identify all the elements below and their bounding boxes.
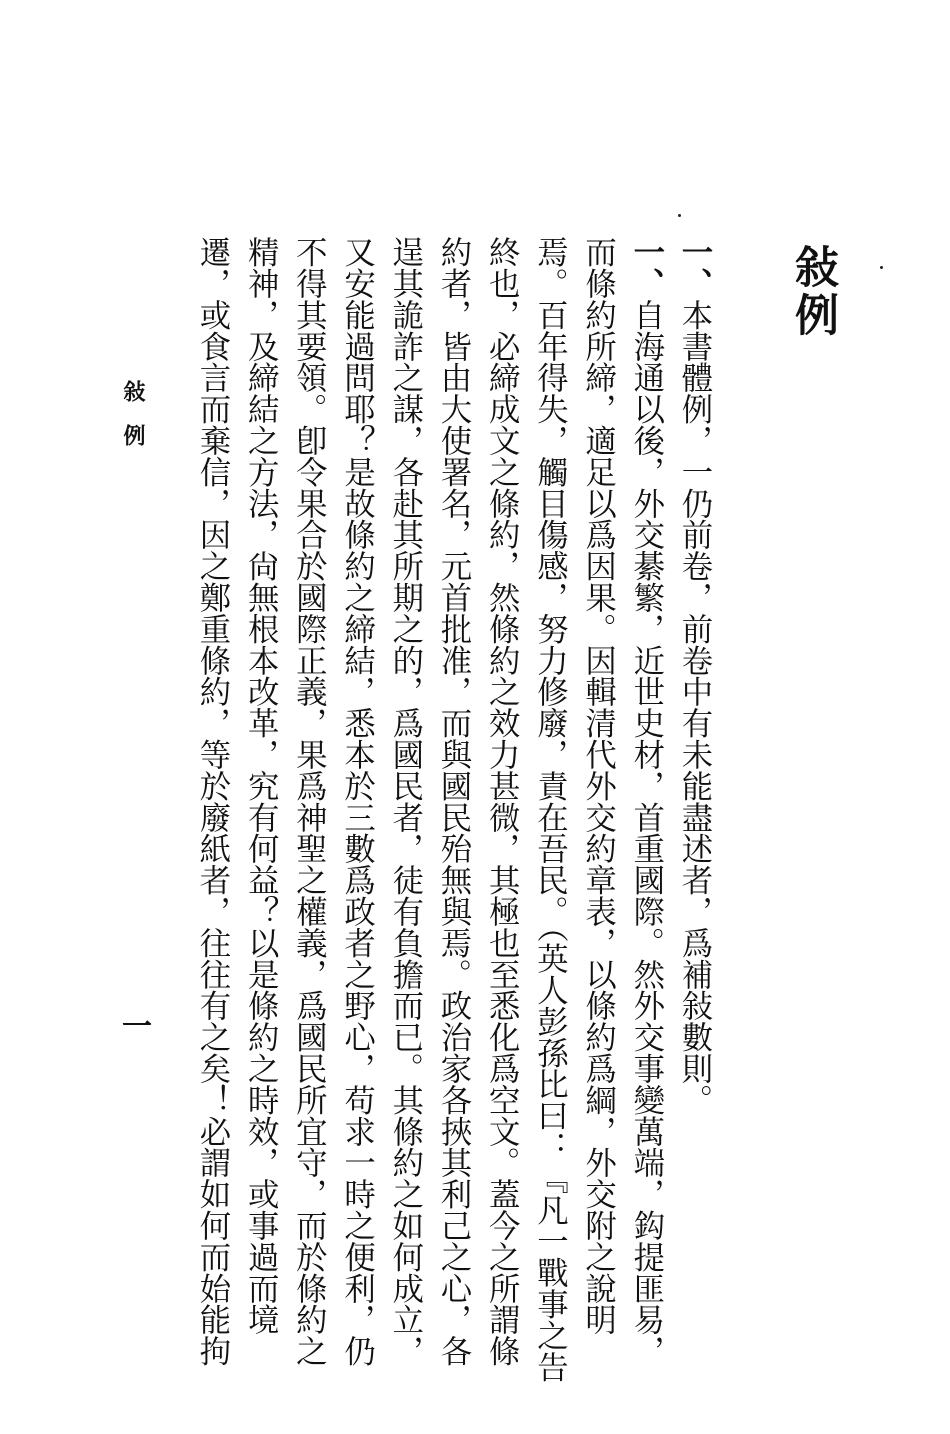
running-title: 敍例 (120, 380, 146, 468)
page-number: 一 (116, 1010, 151, 1040)
scan-speck (678, 214, 681, 217)
paragraph-1-lead: 一、 (676, 236, 712, 299)
body-text (188, 236, 718, 1396)
paragraph-1 (670, 236, 718, 1396)
page-title: 敍例 (787, 244, 838, 340)
paragraph-2 (188, 236, 670, 1396)
paragraph-1-text: 本書體例，一仍前卷，前卷中有未能盡述者，爲補敍數則。 (676, 298, 712, 1116)
scan-speck (880, 266, 883, 269)
paragraph-2-text: 自海通以後，外交綦繁，近世史材，首重國際。然外交事變萬端，鈎提匪易，而條約所締，適足以爲因果。因輯清代外交約章表，以條約爲綱，外交附之說明焉。百年得失，觸目傷感，努力修廢，責在吾民。（英人彭孫比曰：『凡一戰事之告終也，必締成文之條約，然條約之效力甚微，其極也至悉化爲空文。蓋今之所謂條約者，皆由大使署名，元首批准，而與國民殆無與焉。政治家各挾其利己之心，各逞其詭詐之謀，各赴其所期之的，爲國民者，徒有負擔而已。其條約之如何成立，又安能過問耶？是故條約之締結，悉本於三數爲政者之野心，苟求一時之便利，仍不得其要領。卽令果合於國際正義，果爲神聖之權義，爲國民所宜守，而於條約之精神，及締結之方法，尙無根本改革，究有何益？以是條約之時效，或事過而境遷，或食言而棄信，因之鄭重條約，等於廢紙者，往往有之矣！必謂如何而始能拘 (193, 236, 664, 1383)
paragraph-2-lead: 一、 (627, 236, 664, 299)
